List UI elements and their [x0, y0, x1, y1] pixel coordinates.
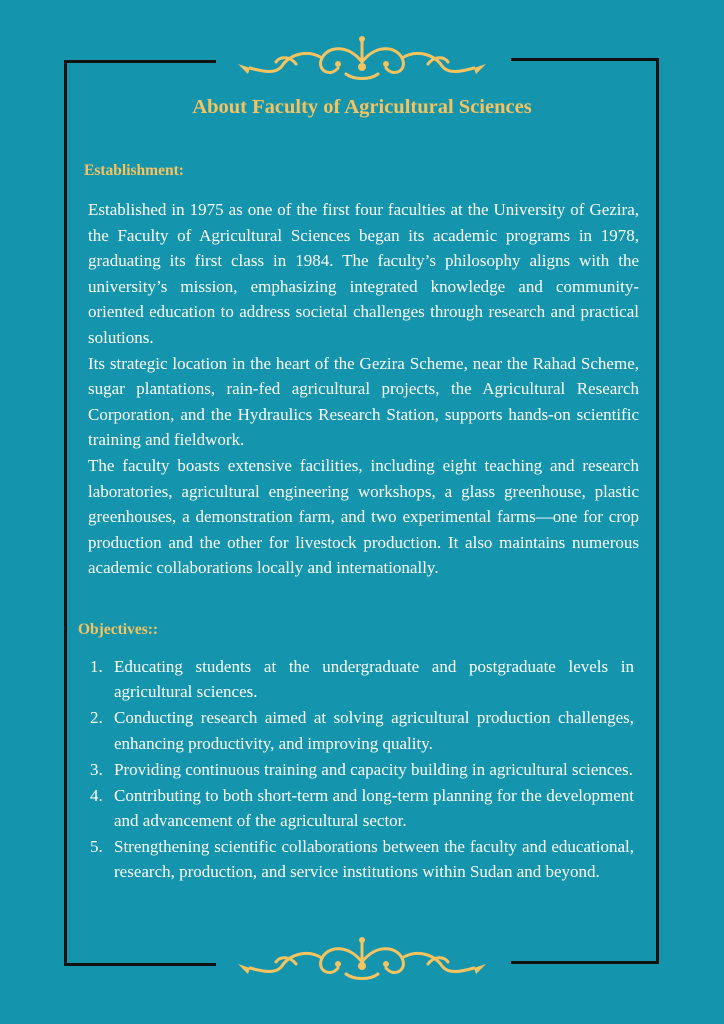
objective-item [90, 757, 634, 782]
establishment-heading: Establishment: [84, 162, 184, 179]
objectives-heading: Objectives:: [78, 621, 159, 638]
objective-item [90, 705, 634, 756]
establishment-paragraph: Established in 1975 as one of the first four faculties at the University of Gezira, the Faculty of Agricultural Sciences began its academic programs in 1978, graduating its first class in 1984. The faculty’s philosophy aligns with the university’s mission, emphasizing integrated knowledge and community-oriented education to address societal challenges through research and practical solutions. [88, 200, 639, 347]
objective-text: Providing continuous training and capacity building in agricultural sciences. [114, 759, 633, 779]
objective-text: Educating students at the undergraduate and postgraduate levels in agricultural sciences. [114, 657, 634, 702]
objective-number: 4. [90, 785, 103, 805]
establishment-paragraph: Its strategic location in the heart of the Gezira Scheme, near the Rahad Scheme, sugar plantations, rain-fed agricultural projects, the Agricultural Research Corporation, and the Hydraulics Research Station, supports hands-on scientific training and fieldwork. [88, 353, 639, 450]
objectives-list [90, 654, 634, 885]
frame-top-right-line [511, 58, 659, 61]
objective-number: 5. [90, 836, 103, 856]
frame-right-line [656, 58, 659, 964]
objective-item [90, 654, 634, 705]
frame-top-left-line [64, 60, 216, 63]
frame-bottom-left-line [64, 963, 216, 966]
objective-item [90, 783, 634, 834]
establishment-body [88, 197, 639, 581]
top-ornament-icon [236, 34, 488, 86]
page-title: About Faculty of Agricultural Sciences [192, 96, 532, 118]
objective-text: Contributing to both short-term and long-term planning for the development and advancement of the agricultural sector. [114, 785, 634, 830]
objective-text: Conducting research aimed at solving agricultural production challenges, enhancing productivity, and improving quality. [114, 708, 634, 753]
frame-left-line [64, 60, 67, 966]
objective-text: Strengthening scientific collaborations between the faculty and educational, research, production, and service institutions within Sudan and beyond. [114, 836, 634, 882]
bottom-ornament-icon [236, 936, 488, 988]
objective-number: 3. [90, 759, 103, 779]
objective-item [90, 834, 634, 885]
establishment-paragraph: The faculty boasts extensive facilities, including eight teaching and research laboratories, agricultural engineering workshops, a glass greenhouse, plastic greenhouses, a demonstration farm, and two experimental farms—one for crop production and the other for livestock production. It also maintains numerous academic collaborations locally and internationally. [88, 455, 639, 578]
frame-bottom-right-line [511, 961, 659, 964]
objective-number: 2. [90, 708, 103, 728]
objective-number: 1. [90, 657, 103, 676]
